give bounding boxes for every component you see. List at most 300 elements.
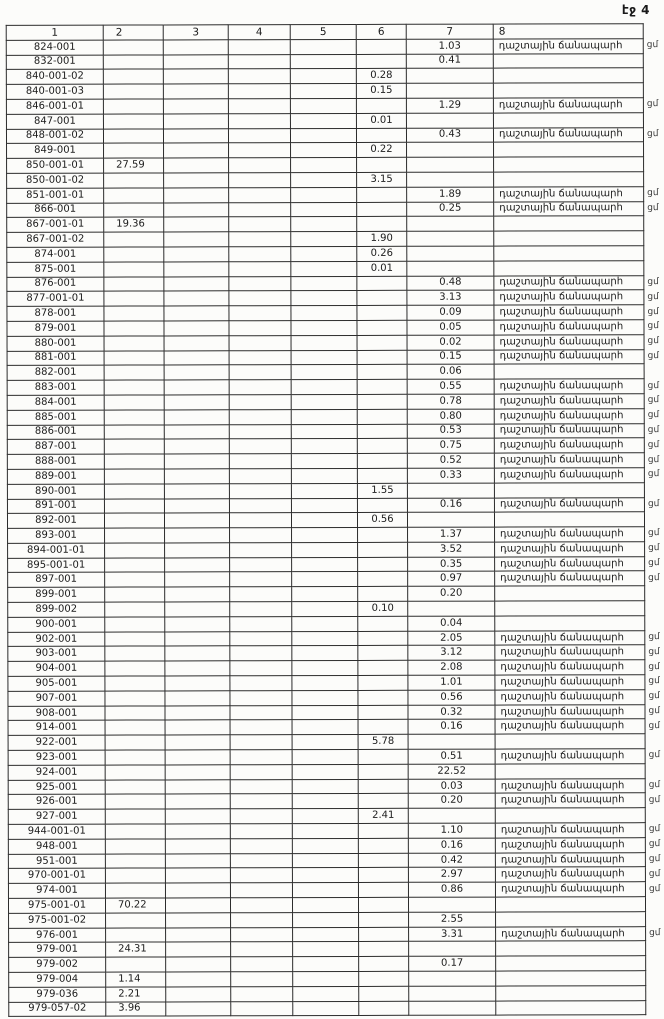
table-cell xyxy=(358,527,408,542)
table-cell xyxy=(229,291,291,306)
edge-mark: ցմ xyxy=(647,380,660,391)
table-cell xyxy=(357,335,407,350)
table-cell: դաշտային ճանապարհ xyxy=(495,556,645,571)
table-row xyxy=(7,394,662,411)
table-cell: 0.55 xyxy=(407,379,494,394)
table-cell xyxy=(228,84,290,99)
table-cell xyxy=(493,83,643,98)
table-cell: 0.97 xyxy=(408,572,495,587)
table-cell xyxy=(165,631,230,646)
table-cell: 3.52 xyxy=(408,542,495,557)
table-cell xyxy=(292,661,358,676)
table-cell xyxy=(358,868,408,883)
parcel-code: 975-001-01 xyxy=(8,898,105,913)
table-cell xyxy=(105,706,165,721)
table-cell xyxy=(407,261,494,276)
table-cell xyxy=(164,380,229,395)
table-cell xyxy=(230,572,292,587)
table-cell: դաշտային ճանապարհ xyxy=(495,660,645,675)
scanned-table-page xyxy=(6,23,664,1017)
table-cell xyxy=(104,454,164,469)
table-cell xyxy=(163,84,228,99)
table-cell: դաշտային ճանապարհ xyxy=(495,630,645,645)
table-cell xyxy=(292,838,358,853)
table-cell xyxy=(292,749,358,764)
table-cell: 0.05 xyxy=(407,320,494,335)
table-cell xyxy=(105,854,165,869)
table-cell xyxy=(165,720,230,735)
table-cell: դաշտային ճանապարհ xyxy=(493,127,643,142)
table-cell xyxy=(291,454,357,469)
table-cell: 24.31 xyxy=(106,942,166,957)
table-row xyxy=(8,778,663,795)
table-cell xyxy=(105,780,165,795)
edge-mark: ցմ xyxy=(648,883,661,894)
table-cell: 0.10 xyxy=(358,601,408,616)
table-cell xyxy=(103,114,163,129)
table-cell xyxy=(230,543,292,558)
table-cell xyxy=(291,468,357,483)
table-cell xyxy=(165,824,230,839)
table-row xyxy=(9,941,664,958)
table-cell xyxy=(229,350,291,365)
table-cell xyxy=(292,868,358,883)
table-cell: 0.41 xyxy=(406,54,493,69)
table-cell xyxy=(103,40,163,55)
table-row xyxy=(7,320,662,337)
table-cell: 0.15 xyxy=(407,350,494,365)
table-cell xyxy=(496,971,646,986)
table-cell xyxy=(292,631,358,646)
edge-mark xyxy=(646,971,664,986)
parcel-code: 974-001 xyxy=(8,883,105,898)
table-cell xyxy=(231,912,293,927)
table-cell xyxy=(163,69,228,84)
table-row xyxy=(8,542,663,559)
table-cell xyxy=(291,187,357,202)
table-cell xyxy=(230,794,292,809)
table-row xyxy=(7,482,662,499)
parcel-code: 888-001 xyxy=(7,454,104,469)
parcel-code: 875-001 xyxy=(7,262,104,277)
table-cell xyxy=(357,217,407,232)
table-row xyxy=(7,423,662,440)
parcel-code: 979-036 xyxy=(9,987,106,1002)
edge-mark: ցմ xyxy=(648,691,660,702)
table-cell xyxy=(293,927,359,942)
table-cell xyxy=(293,986,359,1001)
table-cell xyxy=(358,616,408,631)
table-row xyxy=(7,260,662,277)
table-cell: դաշտային ճանապարհ xyxy=(495,823,645,838)
edge-mark xyxy=(645,808,663,823)
table-cell: դաշտային ճանապարհ xyxy=(495,527,645,542)
edge-mark xyxy=(643,83,661,98)
table-cell xyxy=(291,439,357,454)
table-cell xyxy=(357,350,407,365)
parcel-code: 914-001 xyxy=(8,721,105,736)
table-row xyxy=(8,704,663,721)
table-cell xyxy=(106,928,166,943)
table-cell: 0.25 xyxy=(407,202,494,217)
table-cell xyxy=(357,379,407,394)
edge-mark: ցմ xyxy=(648,558,660,569)
table-row xyxy=(9,1000,664,1017)
table-cell xyxy=(229,395,291,410)
table-row xyxy=(9,971,664,988)
table-cell xyxy=(292,720,358,735)
edge-mark xyxy=(644,246,662,261)
table-cell: 3.13 xyxy=(407,290,494,305)
edge-mark: ցմ xyxy=(648,780,661,791)
table-cell xyxy=(357,424,407,439)
edge-mark: ցմ xyxy=(648,824,661,835)
table-cell xyxy=(409,1001,496,1016)
table-cell xyxy=(229,439,291,454)
table-cell: 0.75 xyxy=(407,438,494,453)
table-cell xyxy=(229,513,291,528)
parcel-code: 924-001 xyxy=(8,765,105,780)
column-header: 8 xyxy=(493,24,643,39)
parcel-code: 895-001-01 xyxy=(8,558,105,573)
edge-mark: ցմ xyxy=(647,395,660,406)
edge-mark: ցմ xyxy=(648,854,661,865)
table-cell xyxy=(293,942,359,957)
table-cell xyxy=(165,587,230,602)
table-cell xyxy=(230,720,292,735)
table-row xyxy=(7,408,662,425)
table-cell: 0.53 xyxy=(407,424,494,439)
parcel-code: 847-001 xyxy=(6,114,103,129)
table-cell xyxy=(291,380,357,395)
table-cell xyxy=(358,764,408,779)
table-cell xyxy=(495,808,645,823)
edge-mark xyxy=(643,68,661,83)
table-cell xyxy=(163,40,228,55)
table-cell xyxy=(358,542,408,557)
table-cell xyxy=(165,794,230,809)
table-cell xyxy=(495,601,645,616)
parcel-code: 824-001 xyxy=(6,40,103,55)
table-cell xyxy=(408,734,495,749)
table-cell xyxy=(292,528,358,543)
table-cell xyxy=(230,616,292,631)
table-cell: դաշտային ճանապարհ xyxy=(495,838,645,853)
table-row xyxy=(8,749,663,766)
table-cell xyxy=(291,261,357,276)
edge-mark xyxy=(644,142,662,157)
table-cell xyxy=(165,705,230,720)
table-cell xyxy=(356,39,406,54)
table-cell: դաշտային ճանապարհ xyxy=(495,778,645,793)
table-cell xyxy=(231,927,293,942)
table-cell xyxy=(105,720,165,735)
edge-mark: ցմ xyxy=(648,528,660,539)
table-cell xyxy=(292,572,358,587)
edge-mark: ցմ xyxy=(648,661,660,672)
table-row xyxy=(7,438,662,455)
table-cell xyxy=(230,690,292,705)
table-cell xyxy=(494,364,644,379)
table-cell xyxy=(408,897,495,912)
table-row xyxy=(8,556,663,573)
parcel-code: 878-001 xyxy=(7,306,104,321)
table-cell xyxy=(494,172,644,187)
edge-mark xyxy=(646,985,664,1000)
table-row xyxy=(6,53,661,70)
table-row xyxy=(7,512,662,529)
table-cell xyxy=(164,395,229,410)
table-cell xyxy=(105,824,165,839)
table-cell xyxy=(357,320,407,335)
table-cell xyxy=(164,158,229,173)
table-cell xyxy=(165,839,230,854)
table-cell xyxy=(407,216,494,231)
table-cell xyxy=(229,276,291,291)
table-cell: 0.78 xyxy=(407,394,494,409)
table-row xyxy=(8,897,663,914)
table-cell xyxy=(230,602,292,617)
table-row xyxy=(8,852,663,869)
table-cell xyxy=(357,394,407,409)
parcel-code: 874-001 xyxy=(7,247,104,262)
table-cell xyxy=(292,705,358,720)
table-cell xyxy=(357,498,407,513)
edge-mark xyxy=(645,586,663,601)
parcel-code: 976-001 xyxy=(9,928,106,943)
table-cell: 27.59 xyxy=(104,158,164,173)
table-cell xyxy=(164,409,229,424)
parcel-code: 877-001-01 xyxy=(7,291,104,306)
table-cell xyxy=(104,321,164,336)
table-cell: 1.29 xyxy=(406,98,493,113)
table-cell xyxy=(231,957,293,972)
table-row xyxy=(6,98,661,115)
edge-mark: ցմ xyxy=(647,499,660,510)
parcel-code: 849-001 xyxy=(7,143,104,158)
edge-mark: ցմ xyxy=(648,839,661,850)
table-cell xyxy=(104,188,164,203)
table-cell xyxy=(229,306,291,321)
table-cell xyxy=(229,143,291,158)
table-cell: 3.31 xyxy=(409,927,496,942)
table-row xyxy=(8,882,663,899)
parcel-code: 891-001 xyxy=(7,499,104,514)
parcel-code: 884-001 xyxy=(7,395,104,410)
table-cell: 2.21 xyxy=(106,987,166,1002)
table-cell xyxy=(229,469,291,484)
table-cell xyxy=(357,187,407,202)
table-cell xyxy=(165,557,230,572)
edge-mark: ցմ xyxy=(647,351,659,362)
table-cell xyxy=(230,676,292,691)
parcel-code: 866-001 xyxy=(7,203,104,218)
edge-mark xyxy=(644,157,662,172)
table-cell xyxy=(103,99,163,114)
table-cell xyxy=(292,616,358,631)
table-cell xyxy=(359,1001,409,1016)
table-row xyxy=(8,645,663,662)
parcel-code: 899-001 xyxy=(8,587,105,602)
table-cell xyxy=(230,528,292,543)
edge-mark: ցմ xyxy=(647,291,659,302)
edge-mark: ցմ xyxy=(647,439,660,450)
table-cell: 0.09 xyxy=(407,305,494,320)
table-cell xyxy=(105,543,165,558)
table-cell xyxy=(106,913,166,928)
table-row xyxy=(8,867,663,884)
table-cell: դաշտային ճանապարհ xyxy=(495,749,645,764)
table-cell: դաշտային ճանապարհ xyxy=(496,926,646,941)
table-cell xyxy=(166,1001,231,1016)
table-cell xyxy=(409,971,496,986)
table-row xyxy=(7,349,662,366)
table-cell xyxy=(165,883,230,898)
table-row xyxy=(8,823,663,840)
table-cell xyxy=(164,262,229,277)
table-row xyxy=(7,305,662,322)
table-row xyxy=(7,231,662,248)
table-cell: 0.01 xyxy=(357,261,407,276)
table-cell xyxy=(229,247,291,262)
table-cell xyxy=(406,83,493,98)
table-cell: դաշտային ճանապարհ xyxy=(494,334,644,349)
table-cell xyxy=(358,587,408,602)
table-cell: 0.04 xyxy=(408,616,495,631)
table-cell xyxy=(164,454,229,469)
table-row xyxy=(9,985,664,1002)
table-cell xyxy=(290,128,356,143)
table-cell xyxy=(164,202,229,217)
parcel-code: 867-001-02 xyxy=(7,232,104,247)
table-cell xyxy=(357,468,407,483)
table-cell xyxy=(165,750,230,765)
table-cell xyxy=(165,661,230,676)
table-cell xyxy=(230,735,292,750)
table-cell: դաշտային ճանապարհ xyxy=(495,852,645,867)
parcel-code: 890-001 xyxy=(7,484,104,499)
edge-mark xyxy=(645,734,663,749)
table-cell xyxy=(357,365,407,380)
table-cell xyxy=(165,617,230,632)
edge-mark xyxy=(645,616,663,631)
table-cell xyxy=(166,972,231,987)
table-cell: 22.52 xyxy=(408,764,495,779)
table-cell xyxy=(104,143,164,158)
table-cell: 0.35 xyxy=(408,557,495,572)
table-cell xyxy=(290,39,356,54)
table-cell xyxy=(229,173,291,188)
table-cell xyxy=(105,735,165,750)
edge-mark xyxy=(646,1000,664,1015)
edge-mark: ցմ xyxy=(648,720,660,732)
table-cell: դաշտային ճանապարհ xyxy=(495,882,645,897)
table-cell xyxy=(291,335,357,350)
table-cell xyxy=(230,853,292,868)
table-cell xyxy=(163,54,228,69)
table-cell xyxy=(291,291,357,306)
table-cell: 0.80 xyxy=(407,409,494,424)
table-cell xyxy=(406,68,493,83)
edge-mark: ցմ xyxy=(648,750,661,761)
edge-mark xyxy=(644,364,662,379)
table-cell xyxy=(105,661,165,676)
column-header: 4 xyxy=(228,25,290,40)
table-cell xyxy=(494,216,644,231)
table-cell: 2.55 xyxy=(409,912,496,927)
table-cell xyxy=(359,986,409,1001)
table-cell xyxy=(358,690,408,705)
table-cell xyxy=(358,661,408,676)
table-row xyxy=(7,290,662,307)
parcel-code: 903-001 xyxy=(8,647,105,662)
table-cell xyxy=(230,646,292,661)
table-cell xyxy=(292,764,358,779)
table-cell: 0.06 xyxy=(407,364,494,379)
column-header: 6 xyxy=(356,24,406,39)
table-cell xyxy=(164,498,229,513)
table-cell xyxy=(291,483,357,498)
table-cell xyxy=(229,232,291,247)
table-cell xyxy=(164,173,229,188)
table-cell xyxy=(495,586,645,601)
table-cell xyxy=(292,794,358,809)
table-cell xyxy=(104,306,164,321)
table-cell xyxy=(358,779,408,794)
table-cell xyxy=(164,143,229,158)
table-row xyxy=(6,83,661,100)
table-row xyxy=(8,571,663,588)
edge-mark xyxy=(646,911,664,926)
column-header: 7 xyxy=(406,24,493,39)
table-cell xyxy=(229,261,291,276)
table-cell xyxy=(229,321,291,336)
parcel-code: 908-001 xyxy=(8,706,105,721)
table-cell xyxy=(229,409,291,424)
table-cell xyxy=(229,424,291,439)
table-cell xyxy=(230,824,292,839)
table-cell xyxy=(165,898,230,913)
table-cell: 0.03 xyxy=(408,779,495,794)
table-cell xyxy=(165,676,230,691)
table-cell xyxy=(229,380,291,395)
edge-mark xyxy=(644,231,662,246)
table-cell: 0.16 xyxy=(407,498,494,513)
parcel-code: 846-001-01 xyxy=(6,99,103,114)
edge-mark: ցմ xyxy=(647,203,659,214)
table-row xyxy=(7,379,662,396)
parcel-code: 979-002 xyxy=(9,957,106,972)
table-cell xyxy=(105,632,165,647)
table-cell xyxy=(230,750,292,765)
table-cell xyxy=(164,276,229,291)
table-cell xyxy=(228,54,290,69)
table-cell xyxy=(292,557,358,572)
edge-mark: ցմ xyxy=(647,306,659,317)
parcel-code: 889-001 xyxy=(7,469,104,484)
parcel-code: 883-001 xyxy=(7,380,104,395)
edge-mark: ցմ xyxy=(648,647,660,658)
table-cell xyxy=(166,942,231,957)
table-cell xyxy=(409,941,496,956)
table-cell xyxy=(292,853,358,868)
table-cell xyxy=(165,543,230,558)
parcel-code: 850-001-02 xyxy=(7,173,104,188)
edge-mark xyxy=(644,260,662,275)
table-row xyxy=(8,630,663,647)
table-cell xyxy=(104,410,164,425)
table-cell: 0.26 xyxy=(357,246,407,261)
